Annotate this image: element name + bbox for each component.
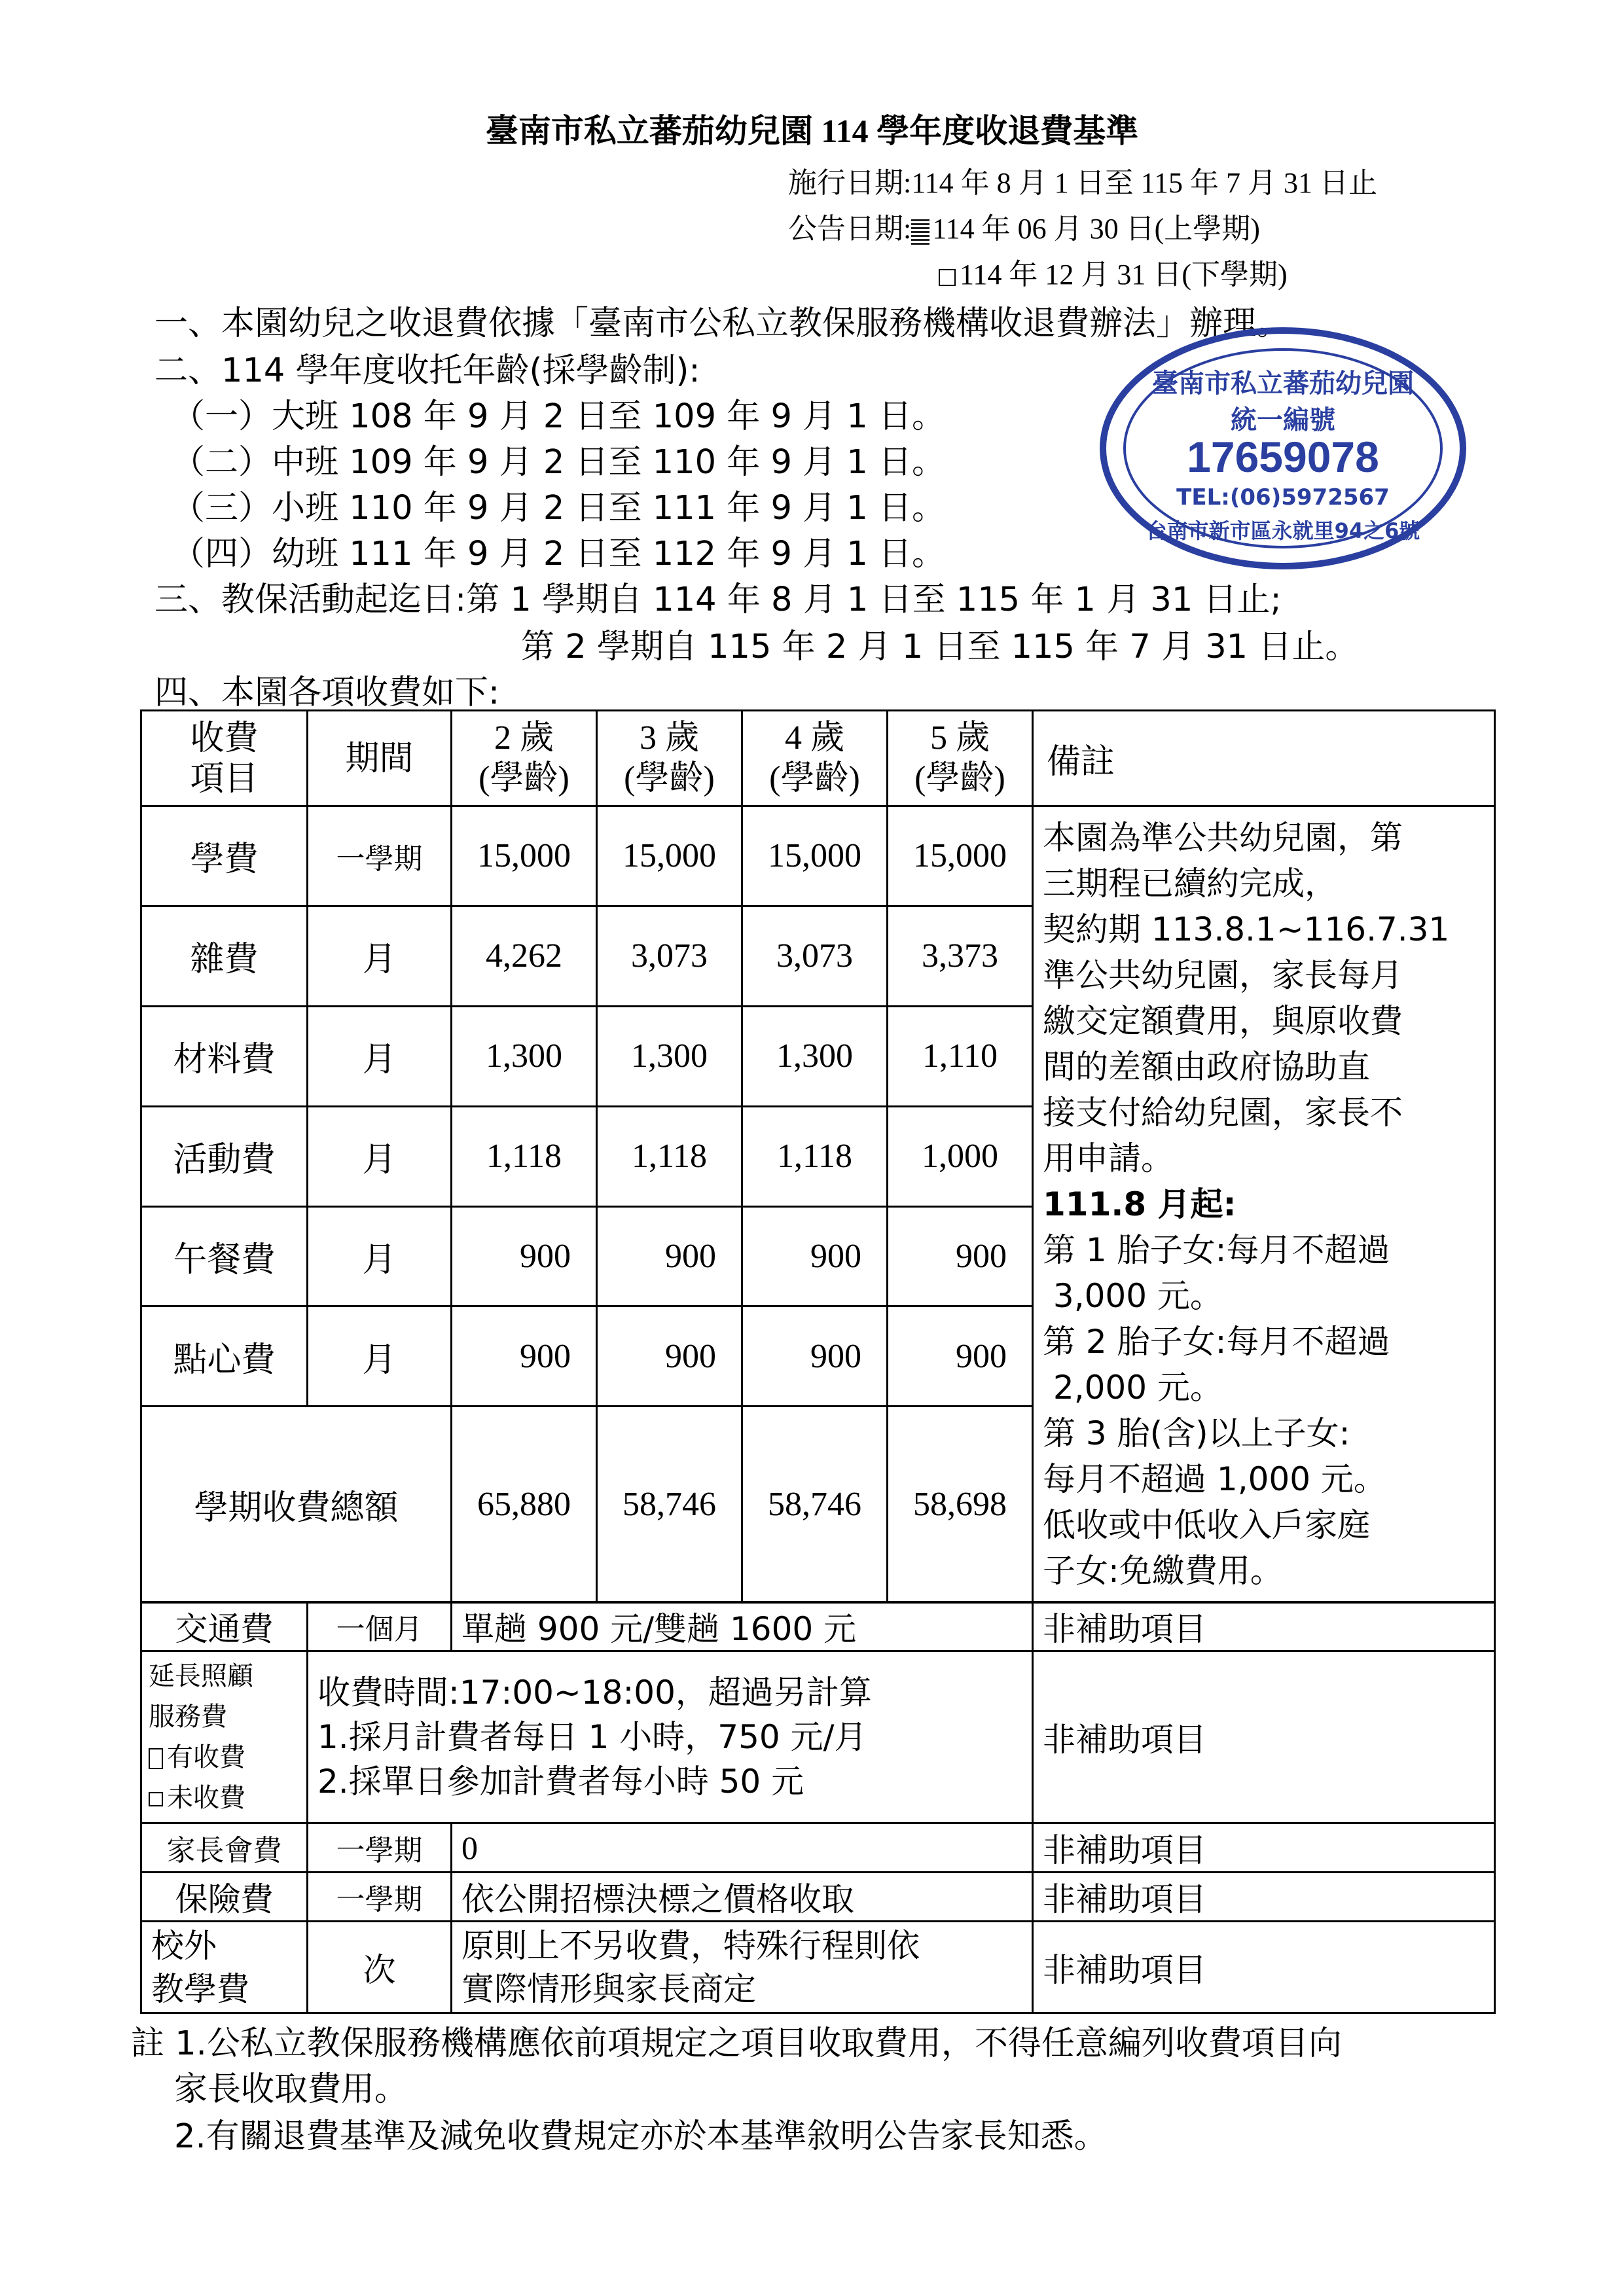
row-period: 月 [308, 1106, 452, 1206]
announce-date-second [939, 251, 1288, 293]
total-label: 學期收費總額 [141, 1407, 452, 1603]
header-age-label: 3 歲 (學齡) [624, 719, 715, 797]
total-value: 65,880 [452, 1407, 597, 1603]
class-item: （一）大班 108 年 9 月 2 日至 109 年 9 月 1 日。 [171, 397, 946, 436]
table-row [141, 806, 1495, 906]
desc-line: 1.採月計費者每日 1 小時，750 元/月 [317, 1718, 867, 1756]
row-period: 月 [308, 1006, 452, 1106]
row-value: 1,118 [452, 1106, 597, 1206]
checkbox-icon [939, 269, 956, 286]
header-note: 備註 [1033, 711, 1495, 806]
checked-box-icon [911, 219, 929, 245]
note-line: 2,000 元。 [1043, 1369, 1223, 1407]
desc-line: 2.採單日參加計費者每小時 50 元 [317, 1763, 804, 1801]
footnote-2: 2.有關退費基準及減免收費規定亦於本基準敘明公告家長知悉。 [174, 2117, 1108, 2156]
row-value: 900 [888, 1206, 1033, 1306]
row-item: 雜費 [141, 906, 308, 1006]
row-value: 1,000 [888, 1106, 1033, 1206]
checkbox-checked-icon [149, 1748, 163, 1769]
row-note: 非補助項目 [1033, 1602, 1495, 1651]
extended-option-no [149, 1778, 300, 1818]
table-row [141, 1873, 1495, 1922]
seal-label: 統一編號 [1231, 405, 1335, 435]
footnote-1: 註 1.公私立教保服務機構應依前項規定之項目收取費用，不得任意編列收費項目向 [131, 2024, 1342, 2063]
row-desc: 依公開招標決標之價格收取 [452, 1873, 1033, 1922]
row-value: 3,373 [888, 906, 1033, 1006]
row-item: 點心費 [141, 1306, 308, 1407]
option-label: 未收費 [167, 1783, 245, 1813]
note-line: 每月不超過 1,000 元。 [1043, 1460, 1386, 1498]
announce-label: 公告日期: [788, 213, 912, 245]
row-desc: 0 [452, 1823, 1033, 1873]
row-period: 一學期 [308, 806, 452, 906]
total-value: 58,746 [597, 1407, 742, 1603]
table-header-row [141, 711, 1495, 806]
row-value: 15,000 [597, 806, 742, 906]
note-line: 間的差額由政府協助直 [1043, 1048, 1370, 1086]
row-value: 900 [452, 1306, 597, 1407]
class-item: （三）小班 110 年 9 月 2 日至 111 年 9 月 1 日。 [171, 489, 946, 528]
row-desc [308, 1651, 1033, 1823]
note-line: 接支付給幼兒園，家長不 [1043, 1094, 1403, 1132]
note-line: 3,000 元。 [1043, 1277, 1223, 1315]
row-value: 900 [597, 1206, 742, 1306]
header-item [141, 711, 308, 806]
seal-number: 17659078 [1187, 433, 1379, 481]
option-label: 有收費 [167, 1742, 245, 1772]
row-value: 15,000 [452, 806, 597, 906]
announce-first-semester: 114 年 06 月 30 日(上學期) [932, 213, 1260, 245]
row-value: 3,073 [597, 906, 742, 1006]
class-item: （二）中班 109 年 9 月 2 日至 110 年 9 月 1 日。 [171, 443, 946, 482]
row-value: 900 [742, 1306, 888, 1407]
extended-item-line: 服務費 [149, 1702, 227, 1732]
note-line: 第 3 胎(含)以上子女: [1043, 1414, 1350, 1452]
seal-address: 台南市新市區永就里94之6號 [1146, 518, 1420, 543]
extended-item-line: 延長照顧 [149, 1661, 253, 1691]
note-line: 111.8 月起: [1043, 1185, 1236, 1223]
header-item-text: 收費 項目 [190, 718, 259, 798]
note-line: 用申請。 [1043, 1139, 1174, 1177]
header-age [742, 711, 888, 806]
row-period: 一學期 [308, 1873, 452, 1922]
row-item: 家長會費 [141, 1823, 308, 1873]
section-2: 二、114 學年度收托年齡(採學齡制): [154, 351, 700, 390]
row-value: 1,110 [888, 1006, 1033, 1106]
row-item: 保險費 [141, 1873, 308, 1922]
note-line: 第 2 胎子女:每月不超過 [1043, 1323, 1390, 1361]
row-value: 900 [452, 1206, 597, 1306]
row-value: 1,118 [597, 1106, 742, 1206]
row-value: 900 [888, 1306, 1033, 1407]
section-4: 四、本園各項收費如下: [154, 673, 500, 712]
header-age-label: 2 歲 (學齡) [478, 719, 569, 797]
row-item: 學費 [141, 806, 308, 906]
field-item-line: 校外 [151, 1926, 217, 1965]
effective-date: 施行日期:114 年 8 月 1 日至 115 年 7 月 31 日止 [788, 167, 1377, 199]
checkbox-icon [149, 1792, 163, 1806]
row-value: 1,300 [452, 1006, 597, 1106]
section-1: 一、本園幼兒之收退費依據「臺南市公私立教保服務機構收退費辦法」辦理。 [154, 304, 1290, 343]
fee-table [140, 709, 1496, 1604]
desc-line: 收費時間:17:00~18:00，超過另計算 [317, 1674, 872, 1712]
row-item: 午餐費 [141, 1206, 308, 1306]
row-value: 15,000 [888, 806, 1033, 906]
announce-second-semester: 114 年 12 月 31 日(下學期) [960, 259, 1288, 291]
note-line: 低收或中低收入戶家庭 [1043, 1506, 1370, 1544]
row-note: 非補助項目 [1033, 1823, 1495, 1873]
class-item: （四）幼班 111 年 9 月 2 日至 112 年 9 月 1 日。 [171, 535, 946, 573]
row-desc [452, 1922, 1033, 2013]
official-seal [1100, 327, 1466, 569]
row-value: 3,073 [742, 906, 888, 1006]
table-row [141, 1823, 1495, 1873]
announce-date-first [788, 205, 1260, 247]
header-age [888, 711, 1033, 806]
header-age [597, 711, 742, 806]
row-item [141, 1651, 308, 1823]
row-period: 一學期 [308, 1823, 452, 1873]
desc-line: 原則上不另收費，特殊行程則依 [461, 1926, 920, 1965]
section-3-second: 第 2 學期自 115 年 2 月 1 日至 115 年 7 月 31 日止。 [521, 628, 1359, 666]
row-desc: 單趟 900 元/雙趟 1600 元 [452, 1602, 1033, 1651]
row-value: 900 [597, 1306, 742, 1407]
table-row [141, 1651, 1495, 1823]
row-note: 非補助項目 [1033, 1651, 1495, 1823]
seal-tel: TEL:(06)5972567 [1176, 484, 1390, 511]
header-period: 期間 [308, 711, 452, 806]
note-line: 準公共幼兒園，家長每月 [1043, 956, 1403, 994]
row-period: 月 [308, 1306, 452, 1407]
note-line: 子女:免繳費用。 [1043, 1552, 1283, 1590]
row-note: 非補助項目 [1033, 1922, 1495, 2013]
extended-option-yes [149, 1737, 300, 1778]
row-period: 月 [308, 1206, 452, 1306]
row-period: 一個月 [308, 1602, 452, 1651]
note-line: 繳交定額費用，與原收費 [1043, 1002, 1403, 1040]
row-value: 4,262 [452, 906, 597, 1006]
table-row [141, 1922, 1495, 2013]
row-item: 活動費 [141, 1106, 308, 1206]
row-item [141, 1922, 308, 2013]
footnote-1-cont: 家長收取費用。 [174, 2070, 408, 2109]
seal-top-text: 臺南市私立蕃茄幼兒園 [1152, 368, 1414, 399]
field-item-line: 教學費 [151, 1969, 249, 2008]
row-item: 材料費 [141, 1006, 308, 1106]
note-line: 契約期 113.8.1~116.7.31 [1043, 910, 1450, 948]
header-age [452, 711, 597, 806]
note-line: 三期程已續約完成， [1043, 865, 1337, 903]
row-value: 15,000 [742, 806, 888, 906]
row-value: 1,300 [742, 1006, 888, 1106]
note-line: 本園為準公共幼兒園，第 [1043, 819, 1403, 857]
row-note: 非補助項目 [1033, 1873, 1495, 1922]
row-period: 次 [308, 1922, 452, 2013]
row-item: 交通費 [141, 1602, 308, 1651]
desc-line: 實際情形與家長商定 [461, 1969, 756, 2008]
total-value: 58,698 [888, 1407, 1033, 1603]
row-value: 1,300 [597, 1006, 742, 1106]
header-age-label: 5 歲 (學齡) [914, 719, 1005, 797]
total-value: 58,746 [742, 1407, 888, 1603]
header-age-label: 4 歲 (學齡) [769, 719, 860, 797]
row-value: 1,118 [742, 1106, 888, 1206]
row-value: 900 [742, 1206, 888, 1306]
section-3: 三、教保活動起迄日:第 1 學期自 114 年 8 月 1 日至 115 年 1 月 31 日止; [154, 581, 1282, 619]
note-line: 第 1 胎子女:每月不超過 [1043, 1231, 1390, 1269]
page-title: 臺南市私立蕃茄幼兒園 114 學年度收退費基準 [485, 113, 1139, 149]
row-period: 月 [308, 906, 452, 1006]
subsidy-note [1033, 806, 1495, 1603]
extra-fee-table [140, 1601, 1496, 2014]
table-row [141, 1602, 1495, 1651]
